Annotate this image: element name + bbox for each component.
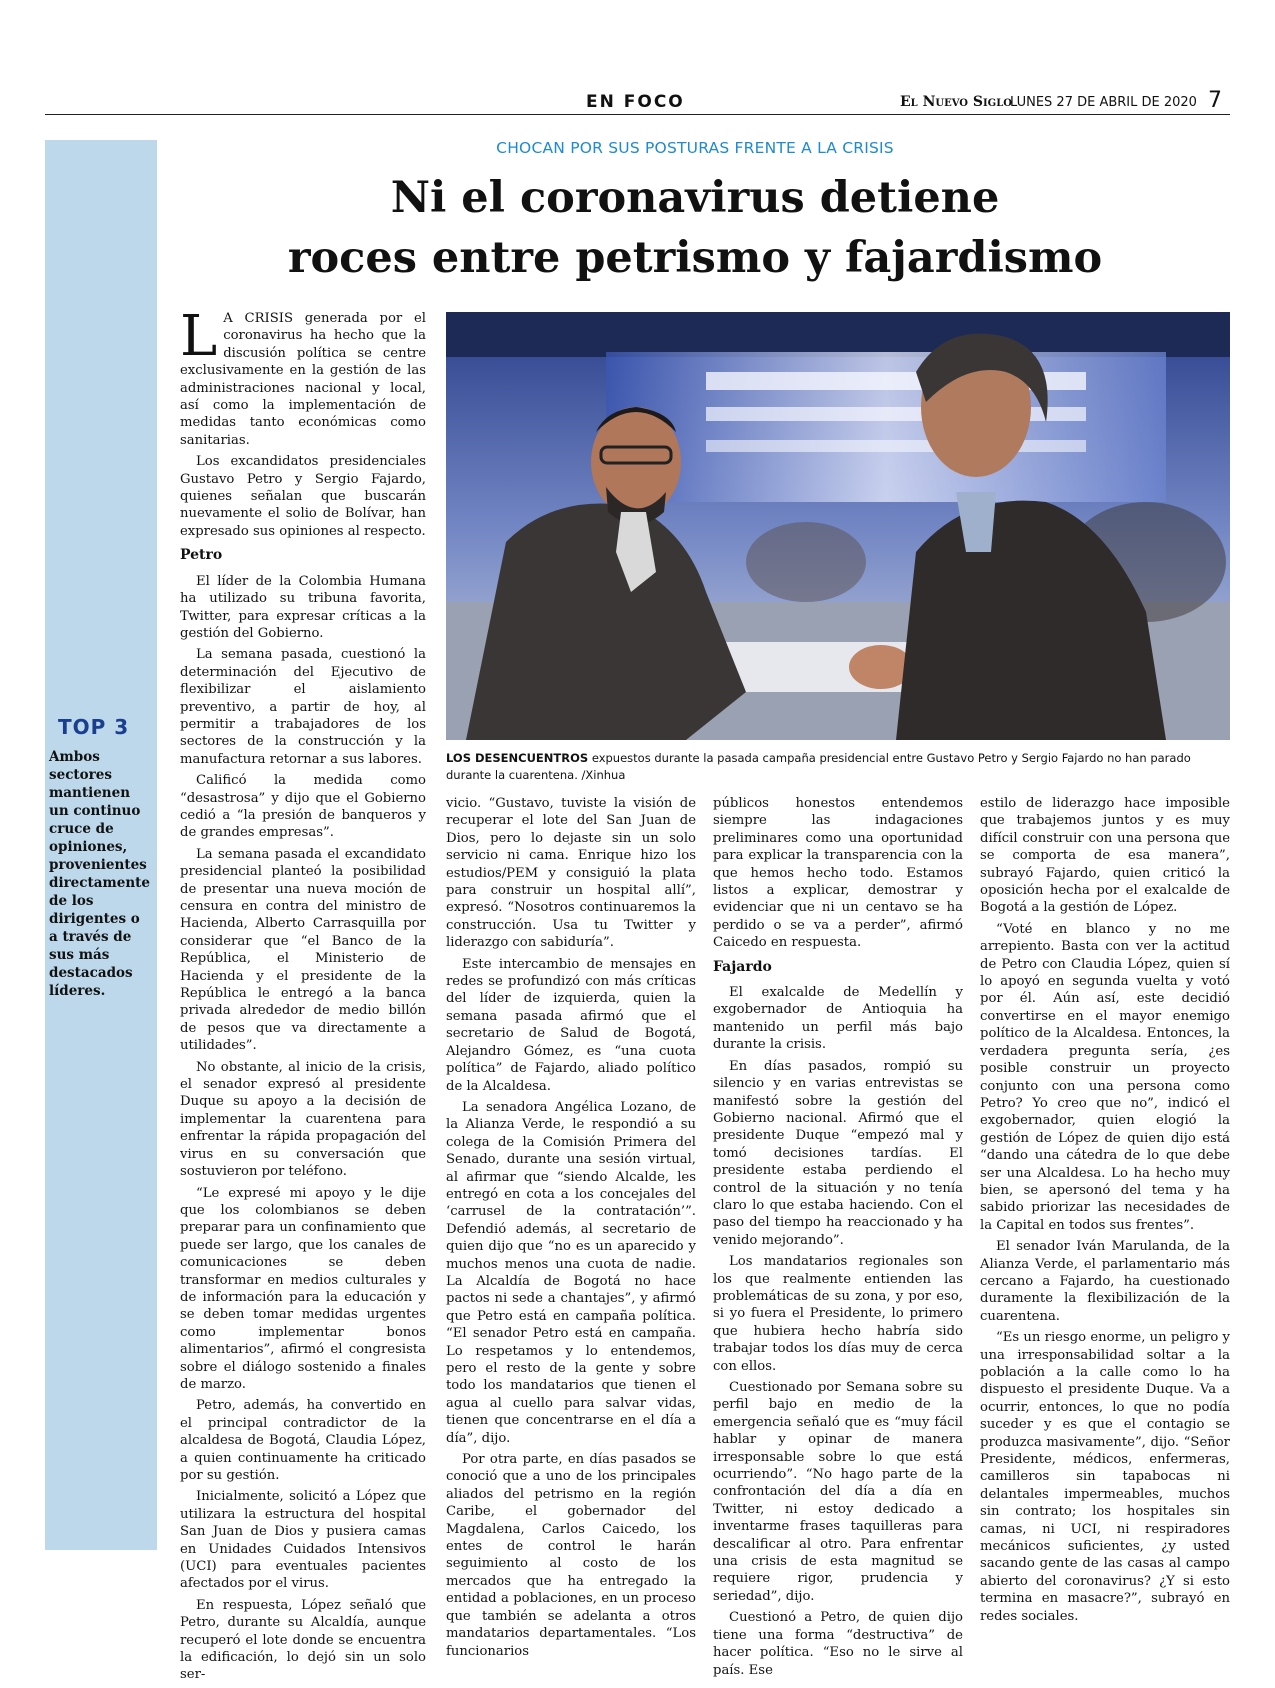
paragraph: La senadora Angélica Lozano, de la Alianza Verde, le respondió a su colega de la Comisión Primera del Senado, durante una sesión virtual, al afirmar que “siendo Alcalde, les entregó en cota a los concejales del ‘carrusel de la contratación’”. Defendió además, al secretario de quien dijo que “no es un aparecido y muchos menos una cuota de nadie. La Alcaldía de Bogotá no hace pactos ni sede a chantajes”, y afirmó que Petro está en campaña política. “El senador Petro está en campaña. Lo respetamos y lo entendemos, pero el resto de la gente y sobre todo los mandatarios que tienen el agua al cuello para salvar vidas, tienen que concentrarse en el día a día”, dijo. — [446, 1099, 696, 1446]
section-label: EN FOCO — [586, 92, 685, 112]
paragraph: “Es un riesgo enorme, un peligro y una irresponsabilidad soltar a la población a la calle como lo ha dispuesto el presidente Duque. Va a ocurrir, entonces, lo que no podía suceder y es que el contagio se produzca masivamente”, dijo. “Señor Presidente, médicos, enfermeras, camilleros sin tapabocas ni delantales impermeables, muchos sin contrato; los hospitales sin camas, ni UCI, ni respiradores mecánicos suficientes, ¿y usted sacando gente de las casas al campo abierto del coronavirus? ¿Y si esto termina en masacre?”, subrayó en redes sociales. — [980, 1330, 1230, 1624]
paragraph: Inicialmente, solicitó a López que utilizara la estructura del hospital San Juan de Dios y pusiera camas en Unidades Cuidados Intensivos (UCI) para eventuales pacientes afectados por el virus. — [180, 1489, 426, 1592]
drop-cap: L — [180, 304, 218, 369]
paragraph: En días pasados, rompió su silencio y en varias entrevistas se manifestó sobre la gestión del Gobierno nacional. Afirmó que el presidente Duque “empezó mal y tomó decisiones tardías. El presidente estaba perdiendo el control de la situación y no tenía claro lo que estaba haciendo. Con el paso del tiempo ha reaccionado y ha venido mejorando”. — [713, 1058, 963, 1248]
paragraph: El líder de la Colombia Humana ha utilizado su tribuna favorita, Twitter, para expresar críticas a la gestión del Gobierno. — [180, 573, 426, 641]
sidebar-title: TOP 3 — [58, 715, 130, 739]
headline-line-2: roces entre petrismo y fajardismo — [287, 233, 1103, 283]
handshake-photo-illustration — [446, 312, 1230, 740]
paragraph: Petro, además, ha convertido en el principal contradictor de la alcaldesa de Bogotá, Claudia López, a quien continuamente ha criticado por su gestión. — [180, 1398, 426, 1483]
paragraph: Los mandatarios regionales son los que realmente entienden las problemáticas de su zona, y por eso, si yo fuera el Presidente, lo primero que hubiera hecho habría sido trabajar todos los días muy de cerca con ellos. — [713, 1254, 963, 1374]
paragraph: Por otra parte, en días pasados se conoció que a uno de los principales aliados del petrismo en la región Caribe, el gobernador del Magdalena, Carlos Caicedo, los entes de control le harán seguimiento al costo de los mercados que ha entregado la entidad a poblaciones, en un proceso que también se adelanta a otros mandatarios departamentales. “Los funcionarios — [446, 1452, 696, 1659]
newspaper-name: El Nuevo Siglo — [900, 94, 1012, 110]
caption-lead: LOS DESENCUENTROS — [446, 751, 589, 765]
article-column-3 — [713, 795, 963, 1683]
sidebar-text: Ambos sectores mantienen un continuo cruce de opiniones, provenientes directamente de los dirigentes o a través de sus más destacados líderes. — [49, 749, 150, 999]
headline — [160, 168, 1230, 288]
paragraph: “Voté en blanco y no me arrepiento. Basta con ver la actitud de Petro con Claudia López, quien sí lo apoyó en segunda vuelta y votó por él. Aún así, este decidió convertirse en el mayor enemigo político de la Alcaldesa. Entonces, la verdadera pregunta sería, ¿es posible construir un proyecto conjunto con una persona como Petro? Yo creo que no”, indicó el exgobernador, quien elogió la gestión de López de quien dijo está “dando una cátedra de lo que debe ser una Alcaldesa. Lo ha hecho muy bien, se apersonó del tema y ha sabido priorizar las necesidades de la Capital en todos sus frentes”. — [980, 921, 1230, 1233]
paragraph: estilo de liderazgo hace imposible que trabajemos juntos y es muy difícil construir con una persona que se comporta de esa manera”, subrayó Fajardo, quien criticó la oposición hecha por el exalcalde de Bogotá a la gestión de López. — [980, 796, 1230, 916]
article-column-1 — [180, 304, 426, 1688]
photo-caption — [446, 750, 1230, 784]
header-rule — [45, 114, 1230, 115]
paragraph: La semana pasada, cuestionó la determinación del Ejecutivo de flexibilizar el aislamiento preventivo, a partir de hoy, al permitir a trabajadores de los sectores de la construcción y la manufactura retornar a sus labores. — [180, 647, 426, 767]
paragraph: Calificó la medida como “desastrosa” y dijo que el Gobierno cedió a “la presión de banqueros y de grandes empresas”. — [180, 773, 426, 841]
page-number: 7 — [1208, 88, 1222, 113]
paragraph — [180, 304, 426, 449]
paragraph: vicio. “Gustavo, tuviste la visión de recuperar el lote del San Juan de Dios, pero lo dejaste sin un solo servicio ni cama. Enrique hizo los estudios/PEM y consiguió la plata para construir un hospital allí”, expresó. “Nosotros continuaremos la construcción. Usa tu Twitter y liderazgo con sabiduría”. — [446, 796, 696, 951]
news-photo — [446, 312, 1230, 740]
subhead-fajardo: Fajardo — [713, 958, 772, 975]
paragraph: La semana pasada el excandidato presidencial planteó la posibilidad de presentar una nueva moción de censura en contra del ministro de Hacienda, Alberto Carrasquilla por considerar que “el Banco de la República, el Ministerio de Hacienda y el presidente de la República le entregó a la banca privada alrededor de medio billón de pesos que va directamente a utilidades”. — [180, 846, 426, 1054]
article-column-4 — [980, 795, 1230, 1629]
paragraph: El senador Iván Marulanda, de la Alianza Verde, el parlamentario más cercano a Fajardo, ha cuestionado duramente la flexibilización de la cuarentena. — [980, 1239, 1230, 1324]
article-column-2 — [446, 795, 696, 1664]
kicker: CHOCAN POR SUS POSTURAS FRENTE A LA CRISIS — [496, 139, 894, 157]
paragraph: Este intercambio de mensajes en redes se profundizó con más críticas del líder de izquierda, quien la semana pasada afirmó que el secretario de Salud de Bogotá, Alejandro Gómez, es “una cuota política” de Fajardo, aliado político de la Alcaldesa. — [446, 956, 696, 1094]
paragraph-text: A CRISIS generada por el coronavirus ha hecho que la discusión política se centre exclusivamente en la gestión de las administraciones nacional y local, así como la implementación de medidas tanto económicas como sanitarias. — [180, 311, 426, 448]
headline-line-1: Ni el coronavirus detiene — [390, 173, 1000, 223]
paragraph: “Le expresé mi apoyo y le dije que los colombianos se deben preparar para un confinamiento que puede ser largo, que los canales de comunicaciones se deben transformar en medios culturales y de información para la educación y se deben tomar medidas urgentes como implementar bonos alimentarios”, afirmó el congresista sobre el diálogo sostenido a finales de marzo. — [180, 1185, 426, 1392]
paragraph: No obstante, al inicio de la crisis, el senador expresó al presidente Duque su apoyo a la decisión de implementar la cuarentena para enfrentar la rápida propagación del virus en su conversación que sostuvieron por teléfono. — [180, 1059, 426, 1180]
subhead-petro: Petro — [180, 547, 223, 564]
paragraph: El exalcalde de Medellín y exgobernador de Antioquia ha mantenido un perfil más bajo durante la crisis. — [713, 985, 963, 1053]
caption-text: expuestos durante la pasada campaña presidencial entre Gustavo Petro y Sergio Fajardo no han parado durante la cuarentena. /Xinhua — [446, 751, 1191, 782]
paragraph: En respuesta, López señaló que Petro, durante su Alcaldía, aunque recuperó el lote donde se encuentra la edificación, lo dejó sin un solo ser- — [180, 1597, 426, 1683]
paragraph: Cuestionado por Semana sobre su perfil bajo en medio de la emergencia señaló que es “muy fácil hablar y opinar de manera irresponsable sobre lo que está ocurriendo”. “No hago parte de la confrontación del día a día en Twitter, ni estoy dedicado a inventarme frases taquilleras para descalificar al otro. Para enfrentar una crisis de esta magnitud se requiere rigor, prudencia y seriedad”, dijo. — [713, 1380, 963, 1604]
paragraph: Cuestionó a Petro, de quien dijo tiene una forma “destructiva” de hacer política. “Eso no le sirve al país. Ese — [713, 1610, 963, 1678]
paragraph: Los excandidatos presidenciales Gustavo Petro y Sergio Fajardo, quienes señalan que buscarán nuevamente el solio de Bolívar, han expresado sus opiniones al respecto. — [180, 454, 426, 539]
paragraph: públicos honestos entendemos siempre las indagaciones preliminares como una oportunidad para explicar la transparencia con la que hemos hecho todo. Estamos listos a explicar, demostrar y evidenciar que ni un centavo se ha perdido o se va a perder”, afirmó Caicedo en respuesta. — [713, 796, 963, 951]
issue-date: LUNES 27 DE ABRIL DE 2020 — [1010, 95, 1197, 110]
